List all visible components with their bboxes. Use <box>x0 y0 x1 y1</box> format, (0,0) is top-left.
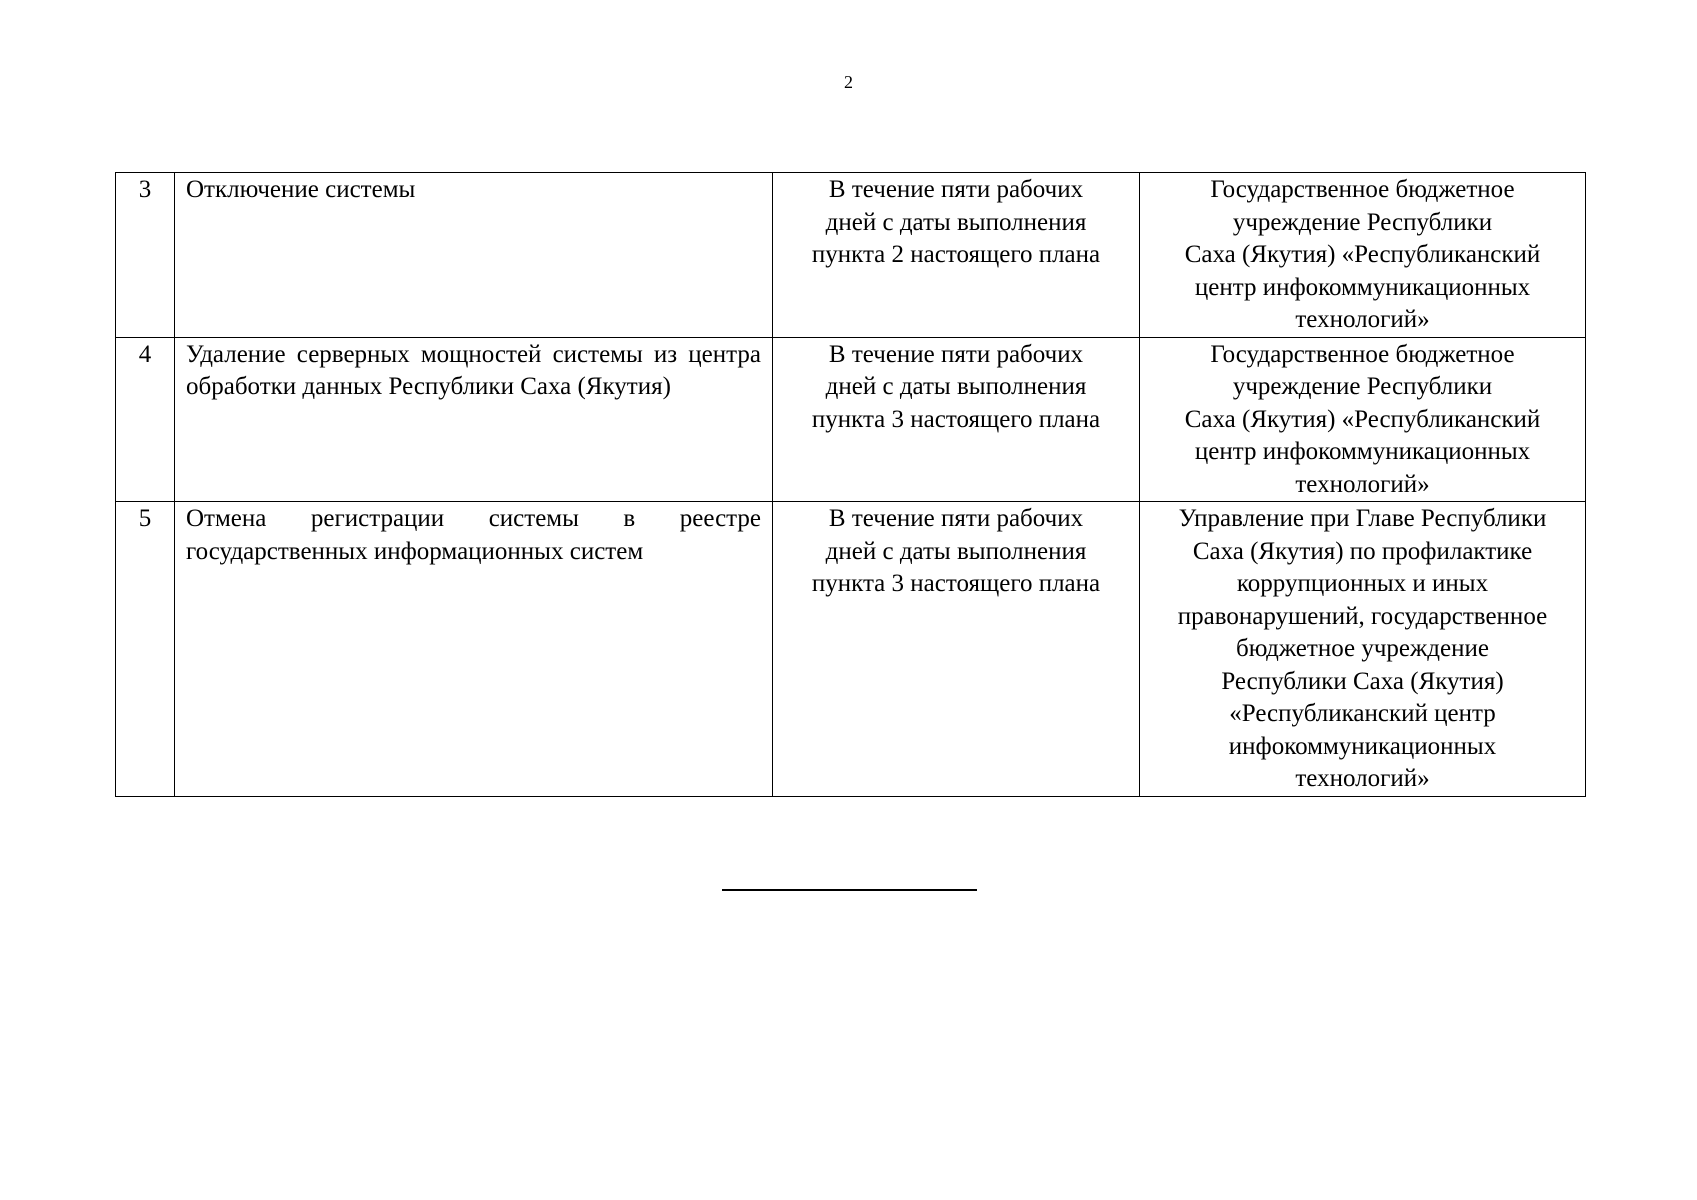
table-row <box>116 337 1586 502</box>
responsible-line: правонарушений, государственное <box>1177 602 1548 630</box>
term-line: дней с даты выполнения <box>825 373 1087 400</box>
responsible-line: Саха (Якутия) «Республиканский <box>1184 405 1541 433</box>
table-row <box>116 173 1586 338</box>
action-cell: Отмена регистрации системы в реестре государственных информационных систем <box>175 502 773 797</box>
responsible-line: центр инфокоммуникационных <box>1194 438 1531 465</box>
responsible-cell <box>1140 337 1586 502</box>
responsible-line: технологий» <box>1295 470 1430 498</box>
term-line: пункта 3 настоящего плана <box>811 570 1101 597</box>
responsible-cell <box>1140 173 1586 338</box>
term-line: пункта 2 настоящего плана <box>811 241 1101 268</box>
responsible-line: учреждение Республики <box>1232 208 1493 236</box>
responsible-line: Управление при Главе Республики <box>1178 505 1547 532</box>
responsible-line: бюджетное учреждение <box>1236 635 1489 662</box>
responsible-line: технологий» <box>1295 765 1430 792</box>
term-line: В течение пяти рабочих <box>828 176 1084 203</box>
item-number-cell: 4 <box>116 337 175 502</box>
term-line: В течение пяти рабочих <box>828 505 1084 532</box>
responsible-line: Республики Саха (Якутия) <box>1221 667 1504 695</box>
responsible-cell <box>1140 502 1586 797</box>
term-line: дней с даты выполнения <box>825 537 1087 565</box>
responsible-line: Государственное бюджетное <box>1210 176 1515 203</box>
page-number: 2 <box>844 72 853 92</box>
term-cell <box>773 502 1140 797</box>
responsible-line: инфокоммуникационных <box>1228 732 1497 760</box>
responsible-line: Саха (Якутия) по профилактике <box>1192 537 1533 565</box>
term-line: пункта 3 настоящего плана <box>811 405 1101 433</box>
term-cell <box>773 337 1140 502</box>
responsible-line: Государственное бюджетное <box>1210 340 1515 368</box>
responsible-line: центр инфокоммуникационных <box>1194 273 1531 301</box>
term-cell <box>773 173 1140 338</box>
responsible-line: технологий» <box>1295 306 1430 333</box>
term-line: дней с даты выполнения <box>825 208 1087 236</box>
responsible-line: Саха (Якутия) «Республиканский <box>1184 241 1541 268</box>
document-end-rule <box>722 889 977 891</box>
item-number-cell: 5 <box>116 502 175 797</box>
term-line: В течение пяти рабочих <box>828 340 1084 368</box>
action-cell: Отключение системы <box>175 173 773 338</box>
responsible-line: коррупционных и иных <box>1236 570 1489 597</box>
table-row <box>116 502 1586 797</box>
action-cell: Удаление серверных мощностей системы из центра обработки данных Республики Саха (Якутия) <box>175 337 773 502</box>
item-number-cell: 3 <box>116 173 175 338</box>
responsible-line: учреждение Республики <box>1232 373 1493 400</box>
responsible-line: «Республиканский центр <box>1229 700 1496 727</box>
plan-table <box>115 172 1586 797</box>
